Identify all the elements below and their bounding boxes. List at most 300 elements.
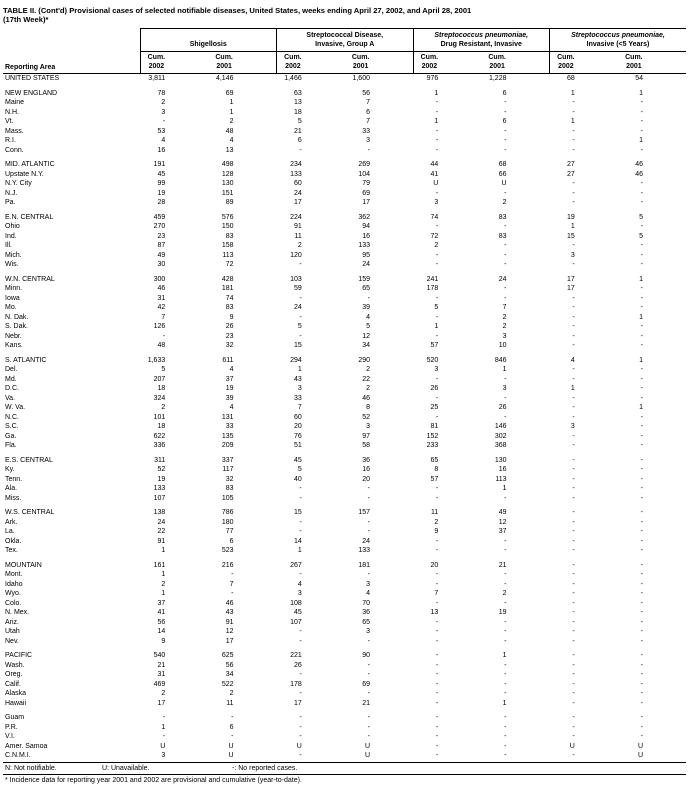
value-cell: - [299, 723, 302, 731]
value-cell: - [504, 661, 507, 669]
value-cell: 2 [229, 118, 234, 125]
value-cell: 20 [293, 423, 302, 430]
year-label: 2001 [216, 63, 232, 70]
table-row [3, 732, 686, 742]
area-cell: Guam [5, 714, 25, 721]
table-row [3, 456, 686, 466]
value-cell: - [299, 637, 302, 645]
value-cell: - [504, 242, 507, 249]
value-cell: - [640, 432, 643, 440]
value-cell: U [501, 180, 507, 187]
value-cell: 12 [498, 518, 507, 526]
value-cell: 40 [293, 475, 302, 483]
value-cell: 36 [362, 609, 370, 616]
value-cell: - [504, 599, 507, 607]
group-label-line1 [141, 31, 277, 40]
value-cell: 26 [293, 661, 302, 669]
area-cell: Nebr. [5, 332, 22, 340]
value-cell: 191 [153, 161, 166, 168]
value-cell: 3 [297, 590, 302, 597]
value-cell: 4 [366, 313, 370, 321]
area-cell: Fla. [5, 442, 17, 449]
area-cell: Ky. [5, 466, 15, 473]
value-cell: 1 [639, 137, 643, 144]
footnote-not-notifiable: N: Not notifiable. [5, 764, 57, 772]
value-cell: 523 [221, 547, 234, 554]
group-label-line1: Streptococcus pneumoniae, [571, 32, 665, 39]
value-cell: 146 [494, 423, 507, 430]
value-cell: 576 [221, 213, 234, 221]
value-cell: - [435, 137, 439, 144]
value-cell: - [572, 628, 575, 635]
value-cell: - [504, 189, 507, 197]
value-cell: - [504, 251, 507, 259]
table-body [3, 74, 686, 761]
value-cell: 91 [293, 223, 302, 230]
value-cell: - [640, 723, 643, 731]
value-cell: 1 [570, 223, 575, 230]
value-cell: 3 [434, 199, 439, 206]
value-cell: 90 [362, 652, 370, 659]
value-cell: - [367, 494, 370, 502]
col-group-pneumoniae-drug-resistant [413, 29, 550, 52]
value-cell: - [435, 637, 439, 645]
value-cell: 56 [225, 661, 234, 669]
value-cell: 36 [362, 456, 370, 464]
value-cell: - [572, 466, 575, 473]
value-cell: - [572, 509, 575, 516]
value-cell: 91 [225, 618, 234, 626]
value-cell: - [640, 294, 643, 302]
value-cell: - [367, 723, 370, 731]
value-cell: 234 [290, 161, 302, 168]
value-cell: - [435, 733, 439, 740]
value-cell: 5 [297, 118, 302, 125]
year-label: 2001 [489, 63, 505, 70]
value-cell: 5 [366, 323, 370, 330]
value-cell: 113 [495, 475, 507, 483]
value-cell: - [435, 294, 439, 302]
value-cell: - [231, 571, 234, 578]
value-cell: 91 [157, 537, 166, 545]
value-cell: 77 [225, 528, 234, 535]
value-cell: 7 [366, 99, 370, 106]
value-cell: 46 [157, 285, 166, 292]
value-cell: 2 [434, 242, 439, 249]
table-row [3, 518, 686, 528]
area-cell: R.I. [5, 137, 16, 144]
value-cell: 45 [293, 456, 302, 464]
value-cell: 1 [639, 89, 643, 97]
value-cell: - [299, 313, 302, 321]
value-cell: - [435, 261, 439, 268]
value-cell: 72 [430, 232, 439, 240]
value-cell: 89 [225, 199, 234, 206]
footnote-no-cases: -: No reported cases. [232, 764, 298, 772]
value-cell: 290 [358, 356, 370, 364]
value-cell: 302 [494, 432, 507, 440]
value-cell: - [504, 752, 507, 759]
value-cell: 1 [161, 590, 166, 597]
area-cell: Ga. [5, 432, 17, 440]
value-cell: - [504, 413, 507, 421]
value-cell: 43 [293, 375, 302, 383]
value-cell: - [367, 485, 370, 492]
value-cell: - [572, 661, 575, 669]
value-cell: 846 [494, 356, 507, 364]
area-cell: Ark. [5, 518, 18, 526]
value-cell: 469 [153, 680, 166, 688]
value-cell: - [572, 180, 575, 187]
value-cell: 120 [290, 251, 302, 259]
value-cell: 3 [366, 137, 370, 144]
area-cell: Wash. [5, 661, 25, 669]
area-cell: Ariz. [5, 618, 19, 626]
value-cell: 1 [502, 366, 507, 373]
group-label-line2: Drug Resistant, Invasive [440, 41, 522, 48]
value-cell: - [231, 733, 234, 740]
value-cell: 20 [430, 561, 439, 569]
value-cell: - [367, 528, 370, 535]
table-row [3, 475, 686, 485]
value-cell: - [299, 494, 302, 502]
area-cell: Mont. [5, 571, 23, 578]
value-cell: - [640, 385, 643, 392]
value-cell: 269 [358, 161, 370, 168]
value-cell: - [162, 118, 166, 125]
value-cell: 41 [430, 170, 439, 178]
value-cell: U [364, 742, 370, 750]
table-row [3, 661, 686, 671]
value-cell: - [504, 637, 507, 645]
value-cell: 151 [221, 189, 234, 197]
value-cell: - [572, 294, 575, 302]
value-cell: - [640, 99, 643, 106]
value-cell: 27 [566, 170, 575, 178]
value-cell: - [572, 690, 575, 697]
value-cell: - [504, 714, 507, 721]
value-cell: 133 [290, 170, 302, 178]
table-row [3, 365, 686, 375]
value-cell: 21 [498, 561, 507, 569]
value-cell: - [640, 261, 643, 268]
value-cell: 1 [161, 571, 166, 578]
value-cell: 1 [639, 275, 643, 283]
value-cell: 9 [229, 313, 234, 321]
value-cell: 7 [229, 580, 234, 588]
table-row [3, 108, 686, 118]
value-cell: 74 [430, 213, 439, 221]
value-cell: - [572, 456, 575, 464]
value-cell: - [572, 485, 575, 492]
value-cell: 17 [566, 285, 575, 292]
value-cell: 540 [153, 652, 166, 659]
value-cell: 56 [157, 618, 166, 626]
value-cell: 5 [297, 466, 302, 473]
value-cell: - [640, 680, 643, 688]
value-cell: - [640, 456, 643, 464]
value-cell: 83 [225, 232, 234, 240]
table-row [3, 89, 686, 99]
value-cell: 33 [225, 423, 234, 430]
value-cell: 459 [153, 213, 166, 221]
value-cell: - [435, 652, 439, 659]
value-cell: 42 [157, 304, 166, 311]
value-cell: 113 [222, 251, 234, 259]
value-cell: 224 [290, 213, 302, 221]
table-row [3, 570, 686, 580]
table-row [3, 546, 686, 556]
value-cell: - [367, 571, 370, 578]
value-cell: 51 [293, 442, 302, 449]
table-row [3, 394, 686, 404]
value-cell: 130 [221, 180, 234, 187]
value-cell: - [299, 628, 302, 635]
value-cell: - [572, 699, 575, 707]
value-cell: 19 [157, 189, 166, 197]
value-cell: 49 [157, 251, 166, 259]
value-cell: - [572, 714, 575, 721]
value-cell: - [367, 733, 370, 740]
value-cell: 45 [157, 170, 166, 178]
value-cell: - [572, 680, 575, 688]
value-cell: 22 [157, 528, 166, 535]
value-cell: 79 [362, 180, 370, 187]
value-cell: 1 [639, 313, 643, 321]
value-cell: 611 [222, 356, 234, 364]
area-cell: MOUNTAIN [5, 561, 42, 569]
value-cell: 2 [502, 199, 507, 206]
value-cell: 46 [635, 161, 643, 168]
value-cell: - [162, 733, 166, 740]
value-cell: 39 [362, 304, 370, 311]
value-cell: 1 [570, 89, 575, 97]
value-cell: 17 [293, 699, 302, 707]
value-cell: 2 [502, 590, 507, 597]
area-cell: Idaho [5, 580, 23, 588]
table-row [3, 146, 686, 156]
value-cell: 3 [366, 628, 370, 635]
value-cell: 1 [229, 99, 234, 106]
value-cell: 131 [221, 413, 234, 421]
value-cell: - [299, 146, 302, 154]
value-cell: 150 [221, 223, 234, 230]
value-cell: 18 [157, 423, 166, 430]
table-row [3, 356, 686, 366]
value-cell: - [504, 375, 507, 383]
value-cell: 4 [229, 137, 234, 144]
table-row [3, 384, 686, 394]
value-cell: - [367, 671, 370, 678]
value-cell: - [435, 146, 439, 154]
area-cell: NEW ENGLAND [5, 89, 58, 97]
value-cell: - [572, 404, 575, 411]
area-cell: Mo. [5, 304, 17, 311]
value-cell: 13 [225, 146, 234, 154]
value-cell: - [435, 680, 439, 688]
value-cell: - [572, 342, 575, 349]
value-cell: - [640, 466, 643, 473]
value-cell: 498 [221, 161, 234, 168]
value-cell: 52 [362, 413, 370, 421]
value-cell: 107 [153, 494, 166, 502]
value-cell: 66 [498, 170, 507, 178]
value-cell: 24 [293, 304, 302, 311]
value-cell: - [435, 599, 439, 607]
value-cell: 5 [639, 213, 643, 221]
value-cell: - [367, 714, 370, 721]
table-row [3, 713, 686, 723]
value-cell: - [572, 366, 575, 373]
value-cell: 152 [426, 432, 439, 440]
table-row [3, 322, 686, 332]
value-cell: 26 [225, 323, 234, 330]
value-cell: 15 [293, 509, 302, 516]
value-cell: - [572, 571, 575, 578]
value-cell: 2 [161, 404, 166, 411]
value-cell: 24 [293, 189, 302, 197]
value-cell: 69 [362, 189, 370, 197]
table-row [3, 689, 686, 699]
value-cell: 108 [290, 599, 302, 607]
area-cell: E.S. CENTRAL [5, 456, 53, 464]
value-cell: 4 [570, 356, 575, 364]
value-cell: 1 [639, 356, 643, 364]
value-cell: - [504, 261, 507, 268]
footnote-legend [3, 762, 686, 775]
value-cell: 33 [293, 394, 302, 402]
value-cell: 1 [502, 485, 507, 492]
area-cell: Md. [5, 375, 17, 383]
value-cell: 159 [358, 275, 370, 283]
value-cell: - [640, 127, 643, 135]
value-cell: 74 [225, 294, 234, 302]
value-cell: 3 [297, 385, 302, 392]
area-cell: N. Dak. [5, 313, 29, 321]
value-cell: 976 [426, 75, 439, 82]
value-cell: 83 [225, 304, 234, 311]
value-cell: 2 [366, 385, 370, 392]
value-cell: U [296, 742, 302, 750]
area-cell: Ohio [5, 223, 20, 230]
value-cell: U [569, 742, 575, 750]
area-cell: Mass. [5, 127, 24, 135]
table-row [3, 313, 686, 323]
value-cell: 270 [153, 223, 166, 230]
value-cell: 83 [498, 213, 507, 221]
value-cell: - [572, 189, 575, 197]
value-cell: 625 [221, 652, 234, 659]
reporting-area-header [3, 29, 140, 74]
value-cell: - [504, 285, 507, 292]
table-row [3, 723, 686, 733]
value-cell: 58 [362, 442, 370, 449]
area-cell: Minn. [5, 285, 23, 292]
value-cell: - [504, 146, 507, 154]
value-cell: - [640, 733, 643, 740]
value-cell: 21 [157, 661, 166, 669]
value-cell: 10 [498, 342, 507, 349]
area-cell: Maine [5, 99, 25, 106]
value-cell: - [572, 332, 575, 340]
value-cell: 7 [366, 118, 370, 125]
value-cell: 233 [426, 442, 439, 449]
value-cell: 11 [430, 509, 439, 516]
area-cell: N.Y. City [5, 180, 32, 187]
value-cell: 4 [297, 580, 302, 588]
subheader-cum-2002 [550, 52, 618, 74]
value-cell: 1 [434, 89, 439, 97]
value-cell: 105 [221, 494, 234, 502]
value-cell: - [299, 294, 302, 302]
value-cell: 24 [157, 518, 166, 526]
value-cell: - [435, 547, 439, 554]
value-cell: - [572, 528, 575, 535]
value-cell: 209 [221, 442, 234, 449]
value-cell: 157 [358, 509, 370, 516]
table-row [3, 751, 686, 761]
value-cell: 3 [502, 385, 507, 392]
area-cell: E.N. CENTRAL [5, 213, 54, 221]
value-cell: - [640, 304, 643, 311]
area-cell: W.S. CENTRAL [5, 509, 55, 516]
value-cell: 32 [225, 342, 234, 349]
value-cell: - [504, 127, 507, 135]
footnote-unavailable: U: Unavailable. [102, 764, 150, 772]
value-cell: 57 [430, 342, 439, 349]
value-cell: 1 [502, 699, 507, 707]
value-cell: 16 [362, 466, 370, 473]
area-cell: N.H. [5, 108, 19, 116]
value-cell: - [572, 108, 575, 116]
value-cell: 4 [229, 404, 234, 411]
value-cell: - [572, 547, 575, 554]
area-cell: N.J. [5, 189, 18, 197]
value-cell: 207 [153, 375, 166, 383]
value-cell: - [640, 699, 643, 707]
value-cell: 1,600 [352, 75, 370, 82]
value-cell: - [572, 127, 575, 135]
value-cell: 300 [153, 275, 166, 283]
value-cell: 34 [225, 671, 234, 678]
table-row [3, 341, 686, 351]
area-cell: MID. ATLANTIC [5, 161, 55, 168]
value-cell: 54 [635, 75, 643, 82]
value-cell: 324 [153, 394, 166, 402]
area-cell: Vt. [5, 118, 14, 125]
value-cell: - [640, 394, 643, 402]
table-row [3, 494, 686, 504]
value-cell: 60 [293, 180, 302, 187]
value-cell: 2 [161, 690, 166, 697]
area-cell: Calif. [5, 680, 21, 688]
value-cell: 126 [153, 323, 166, 330]
value-cell: 94 [362, 223, 370, 230]
area-cell: C.N.M.I. [5, 752, 31, 759]
value-cell: 22 [362, 375, 370, 383]
value-cell: 37 [225, 375, 234, 383]
value-cell: 3 [366, 580, 370, 588]
value-cell: 31 [157, 671, 166, 678]
value-cell: U [160, 742, 166, 750]
value-cell: - [572, 432, 575, 440]
area-cell: UNITED STATES [5, 75, 60, 82]
table-row [3, 508, 686, 518]
table-row [3, 561, 686, 571]
value-cell: 4 [229, 366, 234, 373]
area-cell: Wis. [5, 261, 19, 268]
value-cell: - [504, 690, 507, 697]
